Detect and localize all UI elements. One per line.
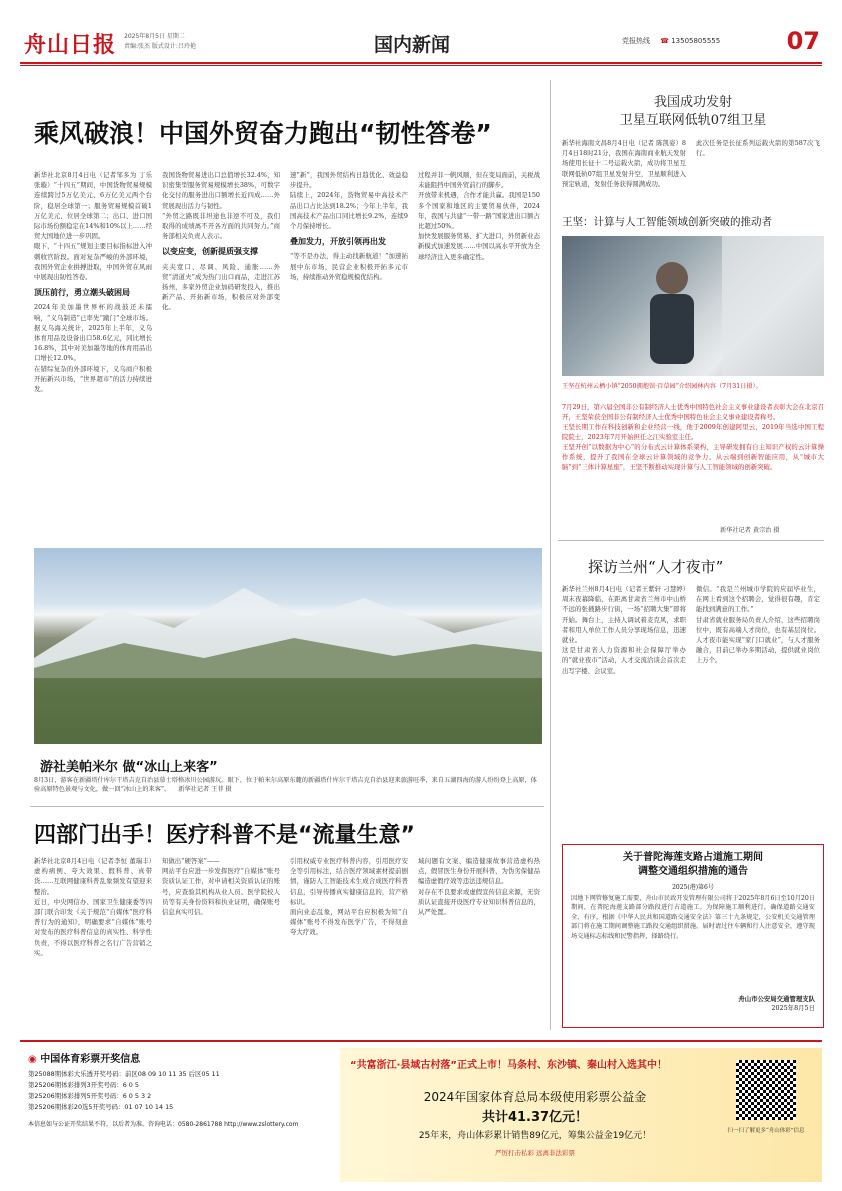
lead-subhead-2: 以变应变，创新提质强支撑 (162, 247, 258, 257)
lead-col3b-text: “等不是办法，得主动找新航道！”加速拓展中东市场，民营企业积极开拓多元市场，持续推动外贸稳规模优结构。 (290, 252, 408, 281)
lottery-footer: 本信息如与公证开奖结果不符，以后者为准。咨询电话：0580-2861788 http://www.zslottery.com (28, 1121, 299, 1128)
header-rule-thin (20, 65, 822, 66)
lead-column-3 (290, 170, 408, 530)
section-rule (30, 806, 544, 807)
issue-date: 2025年8月5日 星期二 (124, 33, 185, 40)
lottery-title (28, 1050, 328, 1065)
lottery-title-text: 中国体育彩票开奖信息 (40, 1054, 141, 1065)
lottery-row: 第25206期体彩排列5开奖号码：6 0 5 3 2 (28, 1092, 152, 1100)
second-column-3 (290, 856, 408, 1034)
photo1-caption (34, 776, 542, 794)
lead-col4-text: 过程并非一帆风顺，但在变局面前，关税战未能阻挡中国外贸前行的脚步。 开放带来机遇，合作才能共赢。我国是150多个国家和地区的主要贸易伙伴，2024年，我国与共建“一带一路”国家进出口额占比超过50%。 加快发展服务贸易、扩大进口，外贸新业态新模式加速发展……中国以高水平开放为全球经济注入更多确定性。 (418, 171, 540, 261)
notice-title (571, 851, 815, 879)
photo1-credit: 新华社记者 王菲 摄 (178, 786, 232, 793)
notice-number: 2025(港)第6号 (672, 884, 714, 891)
second-column-1 (34, 856, 152, 1034)
second-column-2 (162, 856, 280, 1034)
ad-foot: 严厉打击私彩 远离非法彩票 (494, 1149, 576, 1157)
section-title: 国内新闻 (374, 34, 451, 56)
phone-icon: ☎ (660, 37, 669, 45)
lottery-row: 第25206期体彩20选5开奖号码：01 07 10 14 15 (28, 1103, 174, 1111)
ad-line3: 25年来，舟山体彩累计销售89亿元，筹集公益金19亿元！ (418, 1131, 652, 1141)
ad-line1: 2024年国家体育总局本级使用彩票公益金 (423, 1090, 647, 1104)
lead-col3-text: 速”新”，我国外贸结构日趋优化、效益稳步提升。 陆续上，2024年，货物贸易中高技术产品出口占比达到18.2%；今年上半年，我国高技术产品出口同比增长9.2%，连续9个月保持增长。 (290, 171, 408, 231)
page-number: 07 (786, 27, 820, 55)
lanzhou-column-2 (696, 584, 820, 830)
lead-subhead-1: 顶压前行，勇立潮头破困局 (34, 288, 130, 298)
photo1-title: 游社美帕米尔 做“冰山上来客” (40, 760, 218, 775)
notice-title-line2: 调整交通组织措施的通告 (638, 866, 748, 877)
newspaper-logo: 舟山日报 (24, 33, 117, 58)
second-column-4 (418, 856, 540, 1034)
feature-credit: 新华社记者 黄宗治 摄 (720, 527, 780, 534)
traffic-notice (562, 844, 824, 1028)
lead-col2-text: 我国货物贸易进出口总值增长32.4%，知识密集型服务贸易规模增长38%，可数字化交付的服务进出口额增长近四成……外贸展现出活力与韧性。 “外贸之路既非坦途也非逆不可及，我们取得的成绩离不开各方面的共同努力。”商务部相关负责人表示。 (162, 171, 280, 241)
notice-title-line1: 关于普陀海莲支路占道施工期间 (623, 852, 763, 863)
lead-column-1 (34, 170, 152, 530)
photo1-caption-text: 8月3日，游客在新疆塔什库尔干塔吉克自治县慕士塔格冰川公园游玩。眼下，位于帕米尔高原东麓的新疆塔什库尔干塔吉克自治县迎来旅游旺季，来自五湖四海的游人纷纷登上高原，体验高原特色景观与文化，做一回“冰山上的来客”。 (34, 777, 537, 793)
lottery-logo-icon: ◉ (28, 1054, 37, 1065)
right-rule-1 (558, 540, 824, 541)
hotline (622, 36, 720, 46)
pamir-photo (34, 548, 542, 744)
portrait-illustration (562, 236, 824, 376)
feature-headline: 王坚：计算与人工智能领域创新突破的推动者 (562, 216, 772, 228)
feature-body (562, 402, 824, 520)
ad-slogan: “共富浙江·县域古村落”正式上市！马条村、东沙镇、秦山村入选其中！ (350, 1060, 667, 1071)
hotline-label: 党报热线 (622, 37, 650, 45)
satellite-headline-line1: 我国成功发射 (653, 95, 732, 110)
lead-col1b-text: 2024年美加墨世界杯的战鼓还未擂响，“义乌制造”已率先“蹴门”全球市场。据义乌海关统计，2025年上半年，义乌体育用品及设备出口58.6亿元，同比增长16.8%，其中对美加墨等地的体育用品出口增长12.0%。 在错综复杂的外部环境下，义乌商户积极开拓新兴市场，“世界超市”的活力持续迸发。 (34, 303, 152, 394)
notice-signer: 舟山市公安局交通管理支队 (738, 995, 815, 1003)
satellite-col2-text: 此次任务是长征系列运载火箭的第587次飞行。 (696, 139, 820, 158)
second-col3-text: 引用权威专业医疗科普内容，引用医疗安全等引用标注，结合医疗领域素材提前剧情，谨防人工智能技术生成合成医疗科普信息，引导传播真实健康信息的，营产格标识。 面向业态乱象，网站平台应积极为知“自媒体”账号不得发布医学广告，不得刻意夸大疗效。 (290, 857, 408, 937)
satellite-col1-text: 新华社海南文昌8月4日电（记者 陈凯姿）8月4日18时21分，我国在海南商业航天发射场使用长征十二号运载火箭，成功将卫星互联网低轨07组卫星发射升空，卫星顺利进入预定轨道，发射任务获得圆满成功。 (562, 139, 686, 188)
lead-headline: 乘风破浪！中国外贸奋力跑出“韧性答卷” (34, 119, 492, 148)
lead-column-4 (418, 170, 540, 530)
satellite-column-1 (562, 138, 686, 202)
wangjian-photo (562, 236, 824, 376)
ad-line2: 共计41.37亿元！ (481, 1110, 589, 1125)
lead-col1-text: 新华社北京8月4日电（记者邹多为 丁乐 张璇）“十四五”期间，中国货物贸易规模连续跨过5万亿美元、6万亿美元两个台阶，稳居全球第一；服务贸易规模首破1万亿美元、位居全球第二；出口、进口国际市场份额稳定在14%和10%以上……经贸大国地位进一步巩固。 眼下，“十四五”规划主要目标指标进入冲刺收官阶段。面对复杂严峻的外部环境，我国外贸企业拼搏进取，中国外贸在风雨中展现出韧性答卷。 (34, 171, 152, 282)
lead-column-2 (162, 170, 280, 530)
lanzhou-col2-text: 微信。“我是兰州城市学院的应届毕业生，在网上看到这个招聘会，觉得很有趣，肯定能找到满意的工作。” 甘肃省就业服务局负责人介绍，这些招聘岗位中，既有高端人才岗位，也有基层岗位。人才夜市能实现“家门口就业”，与人才服务融合，目前已举办多期活动，提供就业岗位上万个。 (696, 585, 820, 665)
qr-code[interactable] (736, 1060, 796, 1120)
editor-credits: 责编:张杰 版式设计:吕玲艳 (124, 43, 196, 50)
satellite-headline (562, 94, 824, 130)
lottery-row: 第25206期体彩排列3开奖号码：6 0 5 (28, 1081, 139, 1089)
second-headline: 四部门出手！医疗科普不是“流量生意” (34, 823, 415, 848)
second-col2-text: 知做出“硬答案”—— 网站平台应进一步发挥医疗“自媒体”账号资质认证工作，对申请相关资质认证的账号，应查验其机构从业人员、医学院校人员等有关身份资料和执业证明，确保账号信息真实可信。 (162, 857, 280, 917)
column-divider (550, 80, 551, 1030)
header-rule (20, 62, 822, 64)
lead-subhead-3: 叠加发力，开放引领再出发 (290, 237, 386, 247)
lanzhou-col1-text: 新华社兰州8月4日电（记者王紫轩 刁慧婷）周末夜幕降临，在距离甘肃省兰州市中山桥不远的张掖路步行街，一场“招聘大集”即将开始。舞台上，主持人调试着麦克风，求职者和用人单位工作人员分享现场信息，迅速就业。 这是甘肃省人力资源和社会保障厅举办的“就业夜市”活动，人才交流洽谈会首次走出写字楼、会议室。 (562, 585, 686, 675)
second-col4-text: 域问题有文案、编造健康故事营造虚构热点，假冒医生身份开展科普，为伪劣保健品编造虚假疗效等违法违规信息。 对存在不良要求或虚假宣传信息来源，无资质认证直接开设医疗专业知识科普信息的，从严处置。 (418, 857, 540, 917)
notice-date: 2025年8月5日 (771, 1004, 815, 1012)
satellite-headline-line2: 卫星互联网低轨07组卫星 (619, 113, 767, 128)
lanzhou-headline: 探访兰州“人才夜市” (588, 558, 724, 576)
notice-body: 因地下网管修复施工需要，舟山市民政开发管理有限公司将于2025年8月6日至10月20日期间，在普陀海莲支路部分路段进行占道施工。为保障施工顺利进行，确保道路交通安全、有序，根据《中华人民共和国道路交通安全法》第三十九条规定，公安机关交通管理部门将在施工期间调整施工路段交通组织措施。届时请过往车辆和行人注意安全，遵守现场交通标志标线和民警指挥，择路绕行。 (571, 895, 815, 940)
mountain-illustration (34, 548, 542, 744)
feature-caption: 王坚在杭州云栖小镇“2050拥抱馆·百草园”介绍园林内容（7月31日摄）。 (562, 383, 762, 390)
lanzhou-column-1 (562, 584, 686, 830)
lead-col2b-text: 夹夹宽口、尽调、风险、通胀……外贸“清道夫”成为热门出口商品，走进江苏扬州，多家外贸企业加码研发投入，推出新产品、开拓新市场，积极应对外部变化。 (162, 262, 280, 312)
hotline-number: 13505805555 (671, 37, 721, 45)
second-col1-text: 新华社北京8月4日电（记者李恒 董瑞丰）虚构病例、夸大效果、假科普、真带货……互联网健康科普乱象频发有望迎来整治。 近日，中央网信办、国家卫生健康委等四部门联合印发《关于规范“自媒体”医疗科普行为的通知》，明确要求“自媒体”账号对发布的医疗科普信息的真实性、科学性负责，不得以医疗科普之名行广告营销之实。 (34, 857, 152, 957)
lottery-ad (340, 1048, 822, 1182)
lottery-block (28, 1050, 328, 1130)
qr-caption: 扫一扫了解更多“舟山体彩”信息 (727, 1128, 805, 1134)
feature-body-text: 7月29日，第六届全国非公有制经济人士优秀中国特色社会主义事业建设者表彰大会在北京召开，王坚荣获全国非公有制经济人士优秀中国特色社会主义事业建设者称号。 王坚长期工作在科技创新和企业经营一线，他于2009年创建阿里云，2019年当选中国工程院院士，2023年7月开始担任之江实验室主任。 王坚开创“以数据为中心”的分布式云计算体系架构，主导研发拥有自主知识产权的云计算操作系统，提升了我国在全球云计算领域的竞争力。从云端到创新智能应用，从“城市大脑”到“三体计算星座”，王坚不断推动实现计算与人工智能领域的创新突破。 (562, 403, 824, 471)
satellite-column-2 (696, 138, 820, 202)
lottery-row: 第25088期体彩大乐透开奖号码：前区08 09 10 11 35 后区05 11 (28, 1070, 220, 1078)
bottom-rule (20, 1040, 822, 1042)
